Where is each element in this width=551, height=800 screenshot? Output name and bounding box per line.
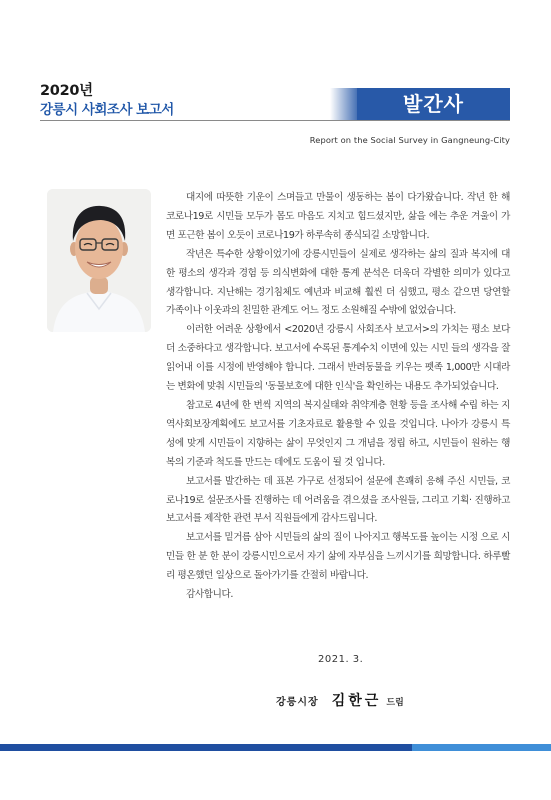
signature bbox=[276, 690, 404, 710]
header-divider bbox=[40, 120, 510, 121]
banner-title: 발간사 bbox=[403, 92, 464, 116]
paragraph-1: 대지에 따뜻한 기운이 스며들고 만물이 생동하는 봄이 다가왔습니다. 작년 한 해 코로나19로 시민들 모두가 몸도 마음도 지치고 힘드셨지만, 삶을 에는 추운 겨울이 가면 포근한 봄이 오듯이 코로나19가 하루속히 종식되길 소망합니다. bbox=[166, 192, 510, 241]
issue-date: 2021. 3. bbox=[318, 654, 364, 665]
report-title: 강릉시 사회조사 보고서 bbox=[40, 102, 174, 118]
paragraph-2: 작년은 특수한 상황이었기에 강릉시민들이 실제로 생각하는 삶의 질과 복지에 대한 평소의 생각과 경험 등 의식변화에 대한 통계 분석은 더욱더 각별한 의미가 있다고 생각합니다. 지난해는 경기침체도 예년과 비교해 훨씬 더 심했고, 평소 같으면 당연할 가족이나 이웃과의 친밀한 관계도 어느 정도 소원해질 수밖에 없었습니다. bbox=[166, 248, 510, 317]
mayor-photo bbox=[47, 189, 151, 332]
paragraph-7: 감사합니다. bbox=[186, 589, 233, 601]
signer-suffix: 드림 bbox=[386, 698, 404, 708]
paragraph-6: 보고서를 밑거름 삼아 시민들의 삶의 질이 나아지고 행복도를 높이는 시정 으로 시민들 한 분 한 분이 강릉시민으로서 자기 삶에 자부심을 느끼시기를 희망합니다. 하루빨리 평온했던 일상으로 돌아가기를 간절히 바랍니다. bbox=[166, 532, 510, 582]
year-label: 2020년 bbox=[40, 83, 93, 99]
english-subtitle: Report on the Social Survey in Gangneung-City bbox=[309, 135, 510, 145]
footer-bar-light bbox=[412, 744, 551, 751]
signer-name: 김한근 bbox=[331, 693, 382, 709]
footer-bar-dark bbox=[0, 744, 412, 751]
portrait-illustration bbox=[47, 189, 151, 332]
banner-fade bbox=[330, 88, 357, 120]
foreword-body bbox=[166, 189, 510, 605]
signer-role: 강릉시장 bbox=[276, 697, 319, 708]
paragraph-4: 참고로 4년에 한 번씩 지역의 복지실태와 취약계층 현황 등을 조사해 수립 하는 지역사회보장계획에도 보고서를 기초자료로 활용할 수 있을 것입니다. 나아가 강릉시 특성에 맞게 시민들이 지향하는 삶이 무엇인지 그 개념을 정립 하고, 시민들이 원하는 행복의 기준과 척도를 만드는 데에도 도움이 될 것 입니다. bbox=[166, 399, 510, 468]
paragraph-3: 이러한 어려운 상황에서 <2020년 강릉시 사회조사 보고서>의 가치는 평소 보다 더 소중하다고 생각합니다. 보고서에 수록된 통계수치 이면에 있는 시민 들의 생각을 잘 읽어내 이를 시정에 반영해야 합니다. 그래서 반려동물을 키우는 펫족 1,000만 시대라는 변화에 맞춰 시민들의 '동물보호에 대한 인식'을 확인하는 내용도 추가되었습니다. bbox=[166, 324, 510, 393]
paragraph-5: 보고서를 발간하는 데 표본 가구로 선정되어 설문에 흔쾌히 응해 주신 시민들, 코로나19로 설문조사를 진행하는 데 어려움을 겪으셨을 조사원들, 그리고 기획· 진행하고 보고서를 제작한 관련 부서 직원들에게 감사드립니다. bbox=[166, 475, 510, 525]
